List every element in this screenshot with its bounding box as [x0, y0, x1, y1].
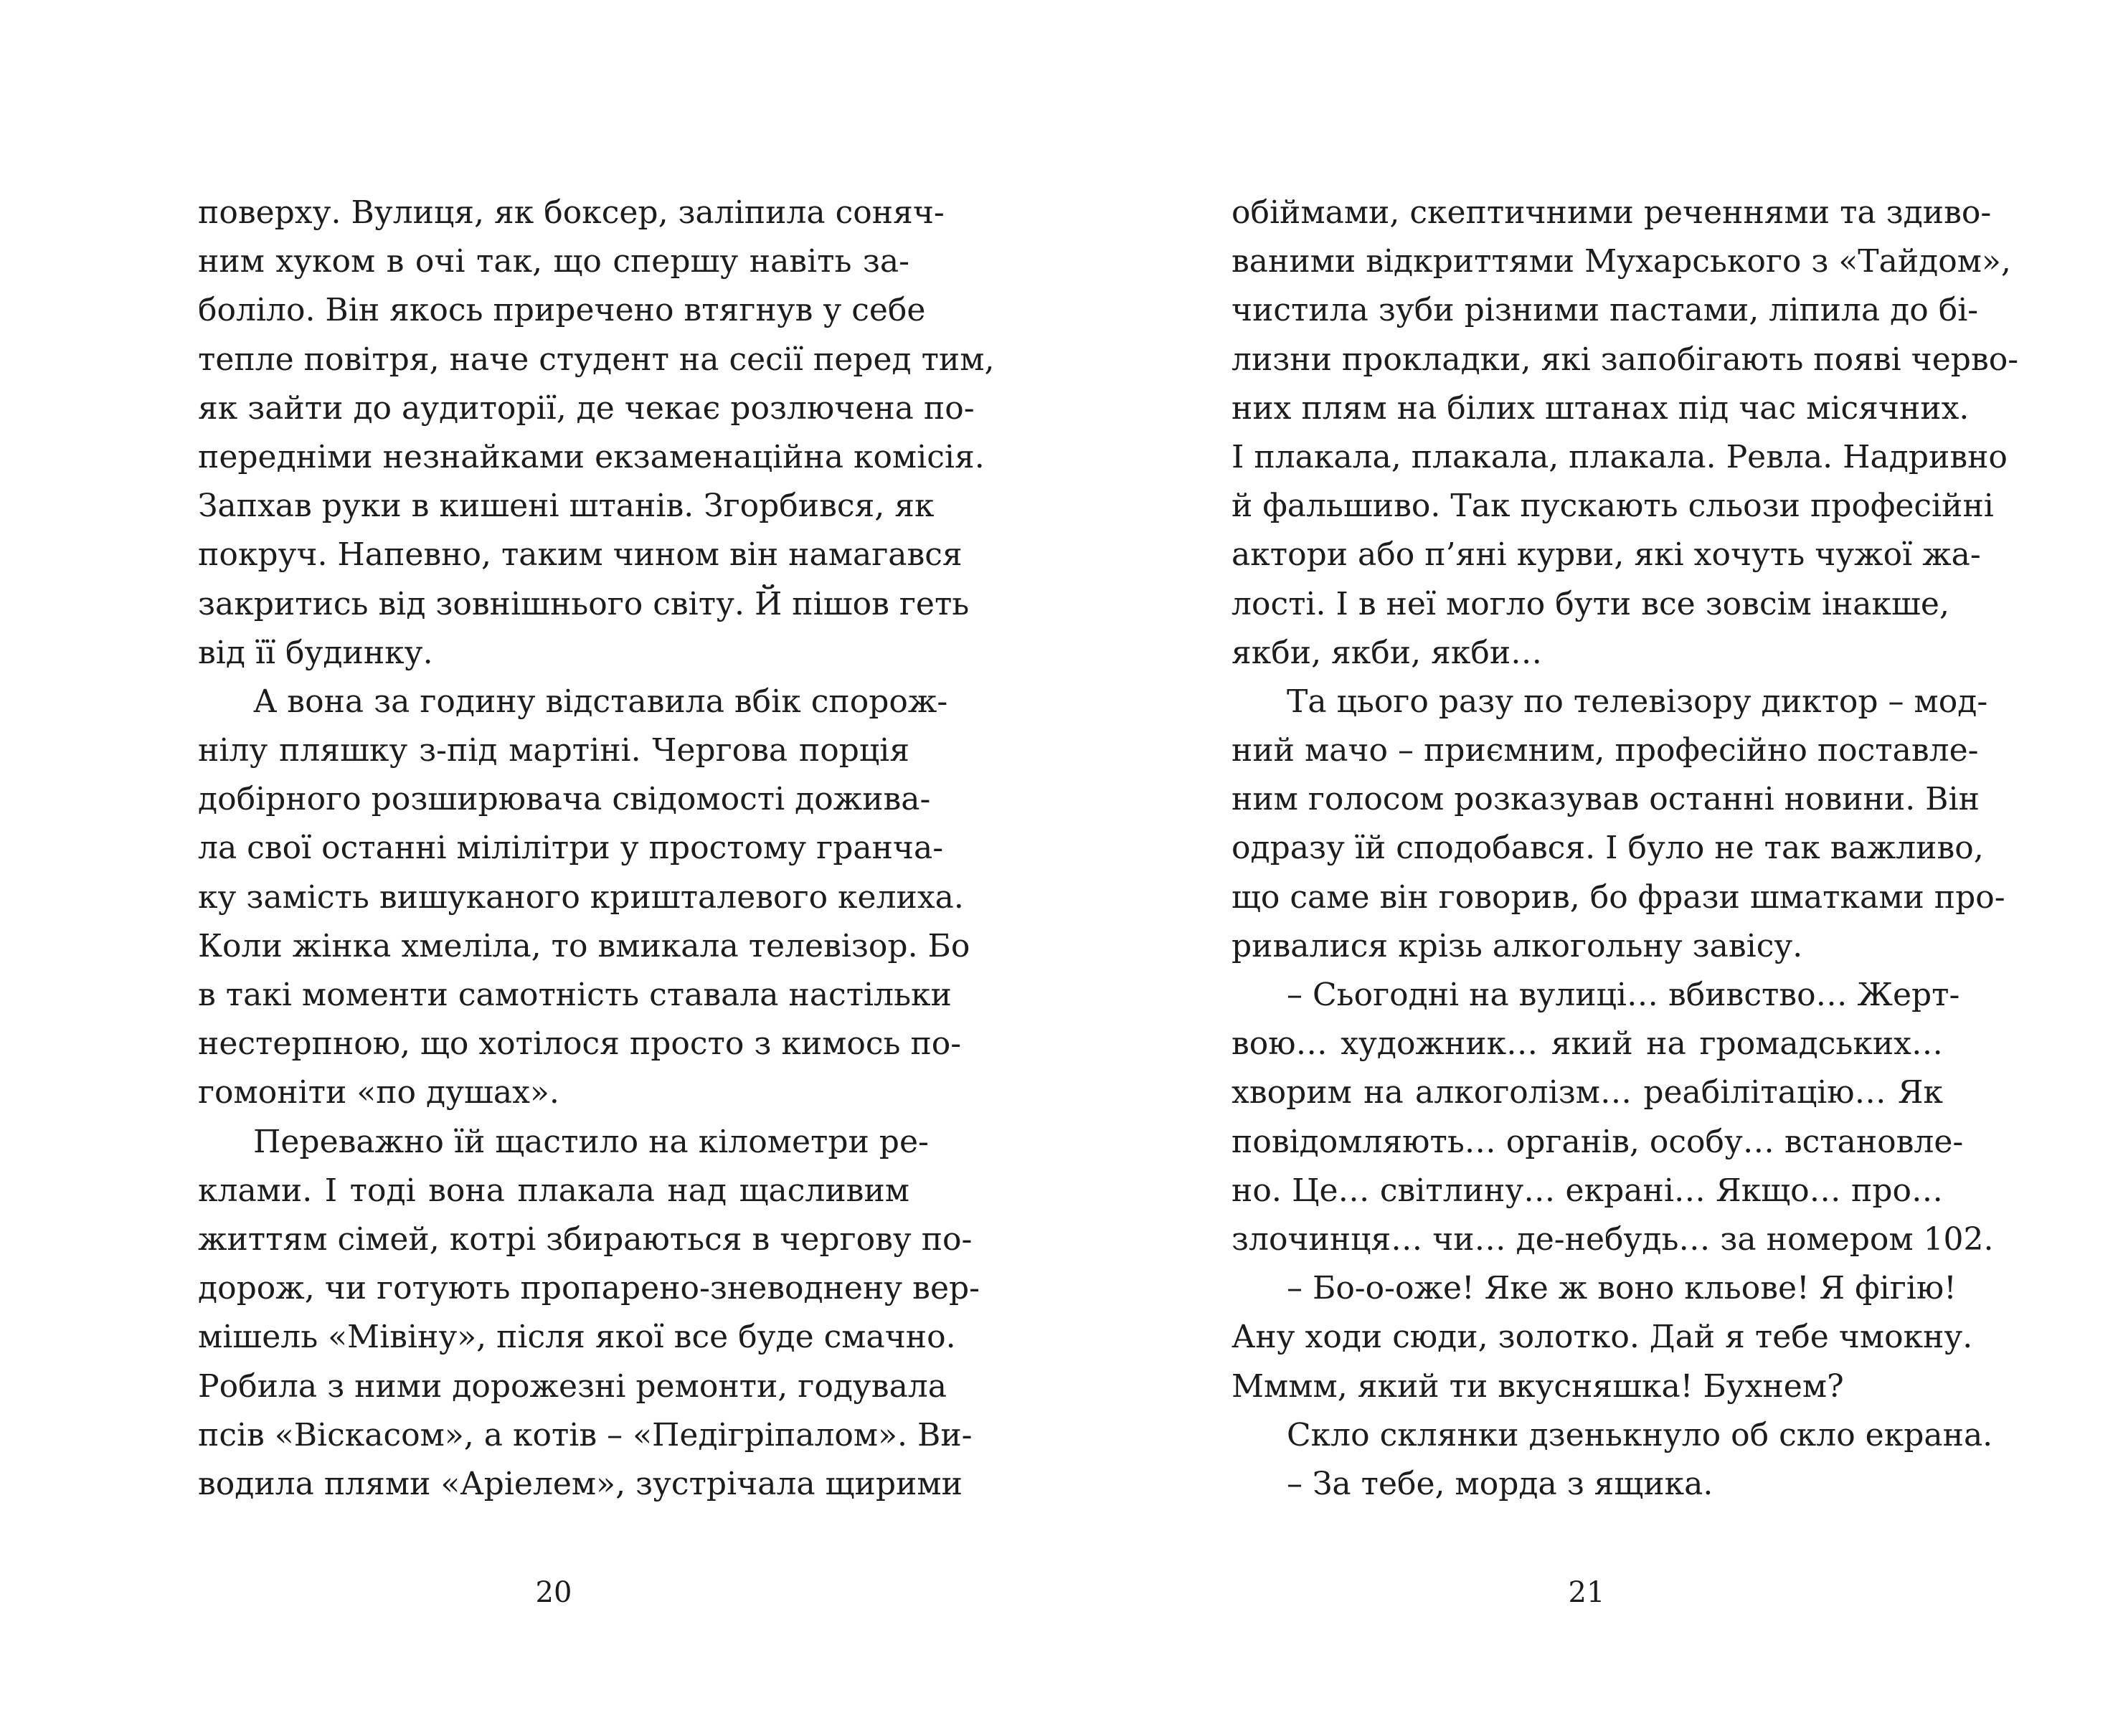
text-line: чистила зуби різними пастами, ліпила до бі- [1231, 292, 1979, 329]
text-line: нілу пляшку з-під мартіні. Чергова порція [198, 732, 909, 769]
text-line: – За тебе, морда з ящика. [1287, 1465, 1713, 1502]
text-line: добірного розширювача свідомості дожива- [198, 781, 931, 818]
text-line: Мммм, який ти вкусняшка! Бухнем? [1231, 1367, 1844, 1405]
text-line: лості. І в неї могло бути все зовсім інакше, [1231, 585, 1949, 622]
text-line: ку замість вишуканого кришталевого келиха. [198, 878, 964, 916]
right-page-text [1231, 189, 2019, 1509]
text-line: обіймами, скептичними реченнями та здиво- [1231, 194, 1992, 231]
right-page [1059, 0, 2118, 1736]
text-line: І плакала, плакала, плакала. Ревла. Надривно [1231, 438, 2008, 475]
right-page-number: 21 [1568, 1576, 1605, 1609]
text-line: А вона за годину відставила вбік спорож- [253, 683, 948, 720]
text-line: ваними відкриттями Мухарського з «Тайдом», [1231, 243, 2011, 280]
text-line: но. Це… світлину… екрані… Якщо… про… [1231, 1172, 1943, 1209]
text-line: одразу їй сподобався. І було не так важливо, [1231, 830, 1984, 867]
text-line: клами. І тоді вона плакала над щасливим [198, 1172, 909, 1209]
text-line: боліло. Він якось приречено втягнув у себе [198, 292, 926, 329]
text-line: ним хуком в очі так, що спершу навіть за- [198, 243, 909, 280]
text-line: Скло склянки дзенькнуло об скло екрана. [1287, 1416, 1993, 1453]
text-line: водила плями «Аріелем», зустрічала щирими [198, 1465, 963, 1502]
text-line: ний мачо – приємним, професійно поставле- [1231, 732, 1979, 769]
text-line: псів «Віскасом», а котів – «Педігріпалом». Ви- [198, 1416, 973, 1453]
text-line: ла свої останні мілілітри у простому гранча- [198, 830, 944, 867]
left-page-text [198, 189, 995, 1509]
text-line: життям сімей, котрі збираються в чергову по- [198, 1220, 973, 1258]
text-line: в такі моменти самотність ставала настільки [198, 977, 952, 1013]
text-line: закритись від зовнішнього світу. Й пішов геть [198, 585, 970, 622]
text-line: ривалися крізь алкогольну завісу. [1231, 927, 1803, 964]
text-line: вою… художник… який на громадських… [1231, 1025, 1943, 1063]
text-line: що саме він говорив, бо фрази шматками про- [1231, 878, 2005, 916]
text-line: покруч. Напевно, таким чином він намагався [198, 536, 963, 574]
text-line: Коли жінка хмеліла, то вмикала телевізор. Бо [198, 927, 970, 964]
text-line: від її будинку. [198, 634, 433, 671]
text-line: Запхав руки в кишені штанів. Згорбився, як [198, 488, 935, 525]
text-line: повідомляють… органів, особу… встановле- [1231, 1123, 1964, 1160]
text-line: мішель «Мівіну», після якої все буде смачно. [198, 1319, 956, 1356]
text-line: нестерпною, що хотілося просто з кимось по- [198, 1025, 962, 1063]
text-line: поверху. Вулиця, як боксер, заліпила соняч- [198, 194, 945, 231]
text-line: Ану ходи сюди, золотко. Дай я тебе чмокну. [1231, 1319, 1973, 1356]
text-line: гомоніти «по душах». [198, 1074, 559, 1111]
text-line: них плям на білих штанах під час місячних. [1231, 389, 1970, 427]
text-line: Та цього разу по телевізору диктор – мод- [1287, 683, 1988, 720]
text-line: якби, якби, якби… [1231, 634, 1543, 671]
text-line: Робила з ними дорожезні ремонти, годувала [198, 1367, 947, 1405]
text-line: Переважно їй щастило на кілометри ре- [253, 1123, 929, 1160]
text-line: лизни прокладки, які запобігають появі черво- [1231, 341, 2019, 378]
text-line: тепле повітря, наче студент на сесії перед тим, [198, 341, 995, 378]
text-line: ним голосом розказував останні новини. Він [1231, 781, 1980, 818]
text-line: – Сьогодні на вулиці… вбивство… Жерт- [1287, 977, 1960, 1013]
text-line: передніми незнайками екзаменаційна комісія. [198, 438, 985, 475]
text-line: актори або п’яні курви, які хочуть чужої жа- [1231, 536, 1981, 574]
text-line: – Бо-о-оже! Яке ж воно кльове! Я фігію! [1287, 1270, 1957, 1307]
left-page-number: 20 [535, 1576, 572, 1609]
text-line: злочинця… чи… де-небудь… за номером 102. [1231, 1220, 1994, 1258]
text-line: дорож, чи готують пропарено-зневоднену вер- [198, 1270, 980, 1307]
text-line: й фальшиво. Так пускають сльози професійні [1231, 488, 1994, 525]
text-line: хворим на алкоголізм… реабілітацію… Як [1231, 1074, 1943, 1111]
text-line: як зайти до аудиторії, де чекає розлючена по- [198, 389, 975, 427]
